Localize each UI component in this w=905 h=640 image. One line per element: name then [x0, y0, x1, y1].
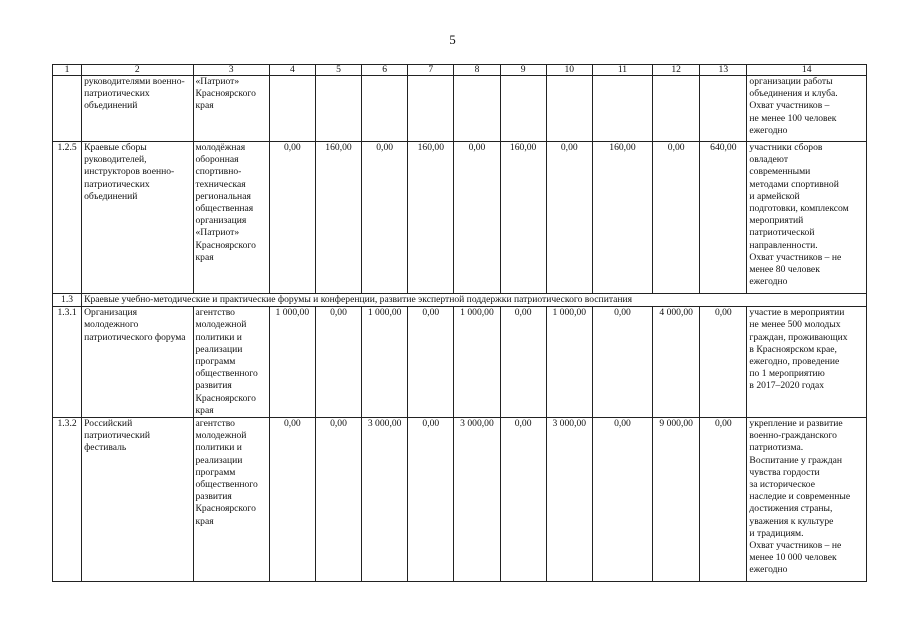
- row-value: 160,00: [500, 142, 546, 294]
- header-cell: 14: [747, 65, 867, 76]
- header-cell: 13: [700, 65, 747, 76]
- row-id: 1.2.5: [53, 142, 82, 294]
- row-name: Краевые сборы руководителей, инструкторов военно- патриотических объединений: [82, 142, 193, 294]
- row-name: Российский патриотический фестиваль: [82, 418, 193, 582]
- header-cell: 1: [53, 65, 82, 76]
- row-value: 0,00: [269, 418, 315, 582]
- page-number: 5: [449, 32, 456, 47]
- row-value: [653, 76, 700, 142]
- row-value: [269, 76, 315, 142]
- row-value: 1 000,00: [269, 307, 315, 418]
- row-value: 160,00: [592, 142, 652, 294]
- row-result: участие в мероприятии не менее 500 молодых граждан, проживающих в Красноярском крае, ежегодно, проведение по 1 мероприятию в 2017–2020 годах: [747, 307, 867, 418]
- row-id: [53, 76, 82, 142]
- table-row: [53, 418, 867, 582]
- section-row: [53, 294, 867, 307]
- row-result: укрепление и развитие военно-гражданского патриотизма. Воспитание у граждан чувства гордости за историческое наследие и современные достижения страны, уважения к культуре и традициям. Охват участников – не менее 10 000 человек ежегодно: [747, 418, 867, 582]
- row-value: 1 000,00: [454, 307, 500, 418]
- header-cell: 8: [454, 65, 500, 76]
- row-value: 0,00: [362, 142, 408, 294]
- row-value: 160,00: [408, 142, 454, 294]
- row-value: 0,00: [700, 418, 747, 582]
- row-value: 0,00: [500, 418, 546, 582]
- row-executor: «Патриот» Красноярского края: [193, 76, 269, 142]
- row-id: 1.3.2: [53, 418, 82, 582]
- header-cell: 2: [82, 65, 193, 76]
- section-id: 1.3: [53, 294, 82, 307]
- row-value: [592, 76, 652, 142]
- header-cell: 7: [408, 65, 454, 76]
- row-value: [454, 76, 500, 142]
- row-value: 160,00: [315, 142, 361, 294]
- row-value: [315, 76, 361, 142]
- row-result: участники сборов овладеют современными методами спортивной и армейской подготовки, комплексом мероприятий патриотической направленности. Охват участников – не менее 80 человек ежегодно: [747, 142, 867, 294]
- section-title: Краевые учебно-методические и практические форумы и конференции, развитие экспертной поддержки патриотического воспитания: [82, 294, 867, 307]
- table-row: [53, 76, 867, 142]
- row-value: [700, 76, 747, 142]
- row-value: 640,00: [700, 142, 747, 294]
- header-cell: 3: [193, 65, 269, 76]
- header-cell: 9: [500, 65, 546, 76]
- row-value: 3 000,00: [546, 418, 592, 582]
- row-value: [546, 76, 592, 142]
- row-value: 0,00: [269, 142, 315, 294]
- row-value: 3 000,00: [362, 418, 408, 582]
- row-name: Организация молодежного патриотического форума: [82, 307, 193, 418]
- row-name: руководителями военно- патриотических объединений: [82, 76, 193, 142]
- row-value: [362, 76, 408, 142]
- row-value: 0,00: [653, 142, 700, 294]
- row-value: 0,00: [592, 418, 652, 582]
- row-executor: агентство молодежной политики и реализации программ общественного развития Красноярского края: [193, 418, 269, 582]
- row-value: 0,00: [454, 142, 500, 294]
- header-cell: 12: [653, 65, 700, 76]
- header-cell: 4: [269, 65, 315, 76]
- row-value: 0,00: [315, 418, 361, 582]
- row-executor: агентство молодежной политики и реализации программ общественного развития Красноярского края: [193, 307, 269, 418]
- row-value: 0,00: [546, 142, 592, 294]
- row-result: организации работы объединения и клуба. Охват участников – не менее 100 человек ежегодно: [747, 76, 867, 142]
- row-value: 0,00: [700, 307, 747, 418]
- header-row: [53, 65, 867, 76]
- row-value: 0,00: [500, 307, 546, 418]
- table-row: [53, 307, 867, 418]
- row-value: 0,00: [408, 418, 454, 582]
- row-id: 1.3.1: [53, 307, 82, 418]
- row-value: 9 000,00: [653, 418, 700, 582]
- row-value: 4 000,00: [653, 307, 700, 418]
- program-table: [52, 64, 867, 582]
- header-cell: 6: [362, 65, 408, 76]
- header-cell: 5: [315, 65, 361, 76]
- table-row: [53, 142, 867, 294]
- header-cell: 10: [546, 65, 592, 76]
- row-value: 0,00: [315, 307, 361, 418]
- row-value: 1 000,00: [546, 307, 592, 418]
- row-value: 0,00: [592, 307, 652, 418]
- row-value: 0,00: [408, 307, 454, 418]
- row-value: 3 000,00: [454, 418, 500, 582]
- row-value: [500, 76, 546, 142]
- header-cell: 11: [592, 65, 652, 76]
- row-value: [408, 76, 454, 142]
- row-value: 1 000,00: [362, 307, 408, 418]
- row-executor: молодёжная оборонная спортивно- техническая региональная общественная организация «Патриот» Красноярского края: [193, 142, 269, 294]
